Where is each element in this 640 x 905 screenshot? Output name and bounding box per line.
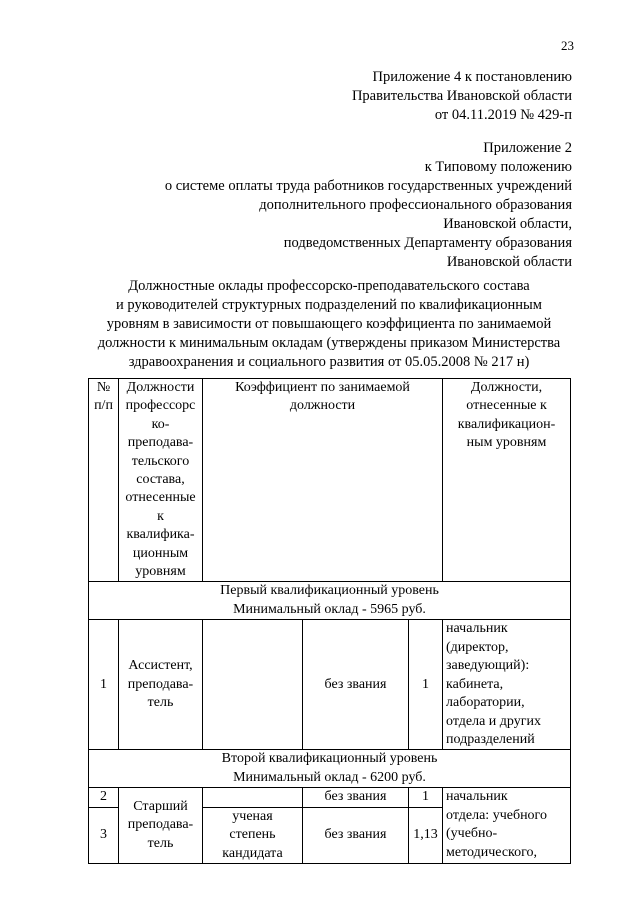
- row2-degree: [203, 788, 303, 807]
- table-row: [89, 788, 571, 807]
- title-line: уровням в зависимости от повышающего коэффициента по занимаемой: [106, 316, 552, 332]
- appendix2-line: подведомственных Департаменту образования: [283, 235, 572, 251]
- appendix4-line: Правительства Ивановской области: [351, 88, 572, 104]
- appendix2-line: Ивановской области,: [443, 216, 572, 232]
- title-line: здравоохранения и социального развития от 05.05.2008 № 217 н): [128, 354, 530, 370]
- row1-position: Ассистент, преподава- тель: [119, 620, 203, 750]
- level1-row: [89, 582, 571, 620]
- row3-coef: 1,13: [409, 807, 443, 863]
- appendix4-line: Приложение 4 к постановлению: [372, 69, 572, 85]
- appendix2-line: Ивановской области: [446, 254, 572, 270]
- level2-heading: Второй квалификационный уровень Минимальный оклад - 6200 руб.: [89, 750, 571, 788]
- level1-heading: Первый квалификационный уровень Минимальный оклад - 5965 руб.: [89, 582, 571, 620]
- document-title: [88, 277, 570, 372]
- row2-rank: без звания: [303, 788, 409, 807]
- appendix2-line: к Типовому положению: [424, 159, 572, 175]
- table-row: [89, 620, 571, 750]
- appendix2-line: о системе оплаты труда работников государственных учреждений: [164, 178, 572, 194]
- header-positions: Должности профессорс ко- преподава- тельского состава, отнесенные к квалифика- ционным уровням: [119, 379, 203, 582]
- row1-num: 1: [89, 620, 119, 750]
- title-line: Должностные оклады профессорско-преподавательского состава: [128, 278, 530, 294]
- row3-degree: ученая степень кандидата: [203, 807, 303, 863]
- appendix2-line: Приложение 2: [483, 140, 572, 156]
- row1-assigned: начальник (директор, заведующий): кабинета, лаборатории, отдела и других подразделений: [443, 620, 571, 750]
- row2-num: 2: [89, 788, 119, 807]
- row1-degree: [203, 620, 303, 750]
- header-num: № п/п: [89, 379, 119, 582]
- table-header-row: [89, 379, 571, 582]
- page-number: 23: [561, 38, 574, 53]
- row3-num: 3: [89, 807, 119, 863]
- row3-rank: без звания: [303, 807, 409, 863]
- salary-table: [88, 378, 571, 864]
- title-line: и руководителей структурных подразделений по квалификационным: [116, 297, 542, 313]
- row23-position: Старший преподава- тель: [119, 788, 203, 864]
- row23-assigned: начальник отдела: учебного (учебно- методического,: [443, 788, 571, 864]
- header-coefficient: Коэффициент по занимаемой должности: [203, 379, 443, 582]
- row1-coef: 1: [409, 620, 443, 750]
- title-line: должности к минимальным окладам (утверждены приказом Министерства: [97, 335, 561, 351]
- level2-row: [89, 750, 571, 788]
- appendix4-line: от 04.11.2019 № 429-п: [434, 107, 572, 123]
- row1-rank: без звания: [303, 620, 409, 750]
- row2-coef: 1: [409, 788, 443, 807]
- appendix2-line: дополнительного профессионального образования: [259, 197, 572, 213]
- header-assigned-positions: Должности, отнесенные к квалификацион- ным уровням: [443, 379, 571, 582]
